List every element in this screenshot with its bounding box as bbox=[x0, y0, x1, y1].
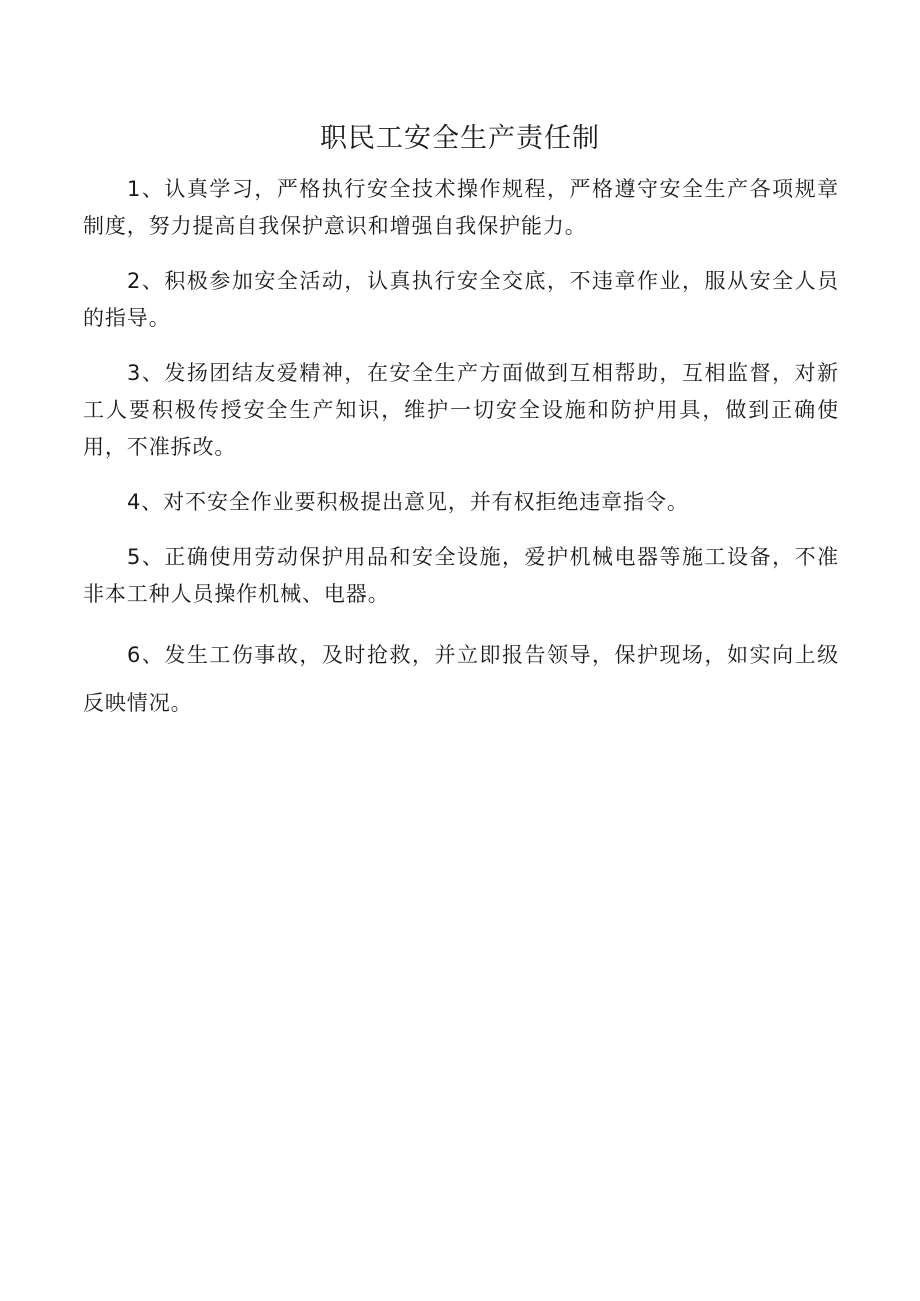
clause-1: 1、认真学习，严格执行安全技术操作规程，严格遵守安全生产各项规章制度，努力提高自我保护意识和增强自我保护能力。 bbox=[83, 177, 839, 238]
clause-list bbox=[83, 171, 839, 745]
document-title: 职民工安全生产责任制 bbox=[320, 123, 600, 154]
clause-5: 5、正确使用劳动保护用品和安全设施，爱护机械电器等施工设备，不准非本工种人员操作机械、电器。 bbox=[83, 545, 839, 606]
clause-3: 3、发扬团结友爱精神，在安全生产方面做到互相帮助，互相监督，对新工人要积极传授安全生产知识，维护一切安全设施和防护用具，做到正确使用，不准拆改。 bbox=[83, 361, 839, 459]
clause-2: 2、积极参加安全活动，认真执行安全交底，不违章作业，服从安全人员的指导。 bbox=[83, 269, 839, 330]
clause-4: 4、对不安全作业要积极提出意见，并有权拒绝违章指令。 bbox=[127, 490, 689, 514]
clause-6: 6、发生工伤事故，及时抢救，并立即报告领导，保护现场，如实向上级反映情况。 bbox=[83, 643, 839, 715]
